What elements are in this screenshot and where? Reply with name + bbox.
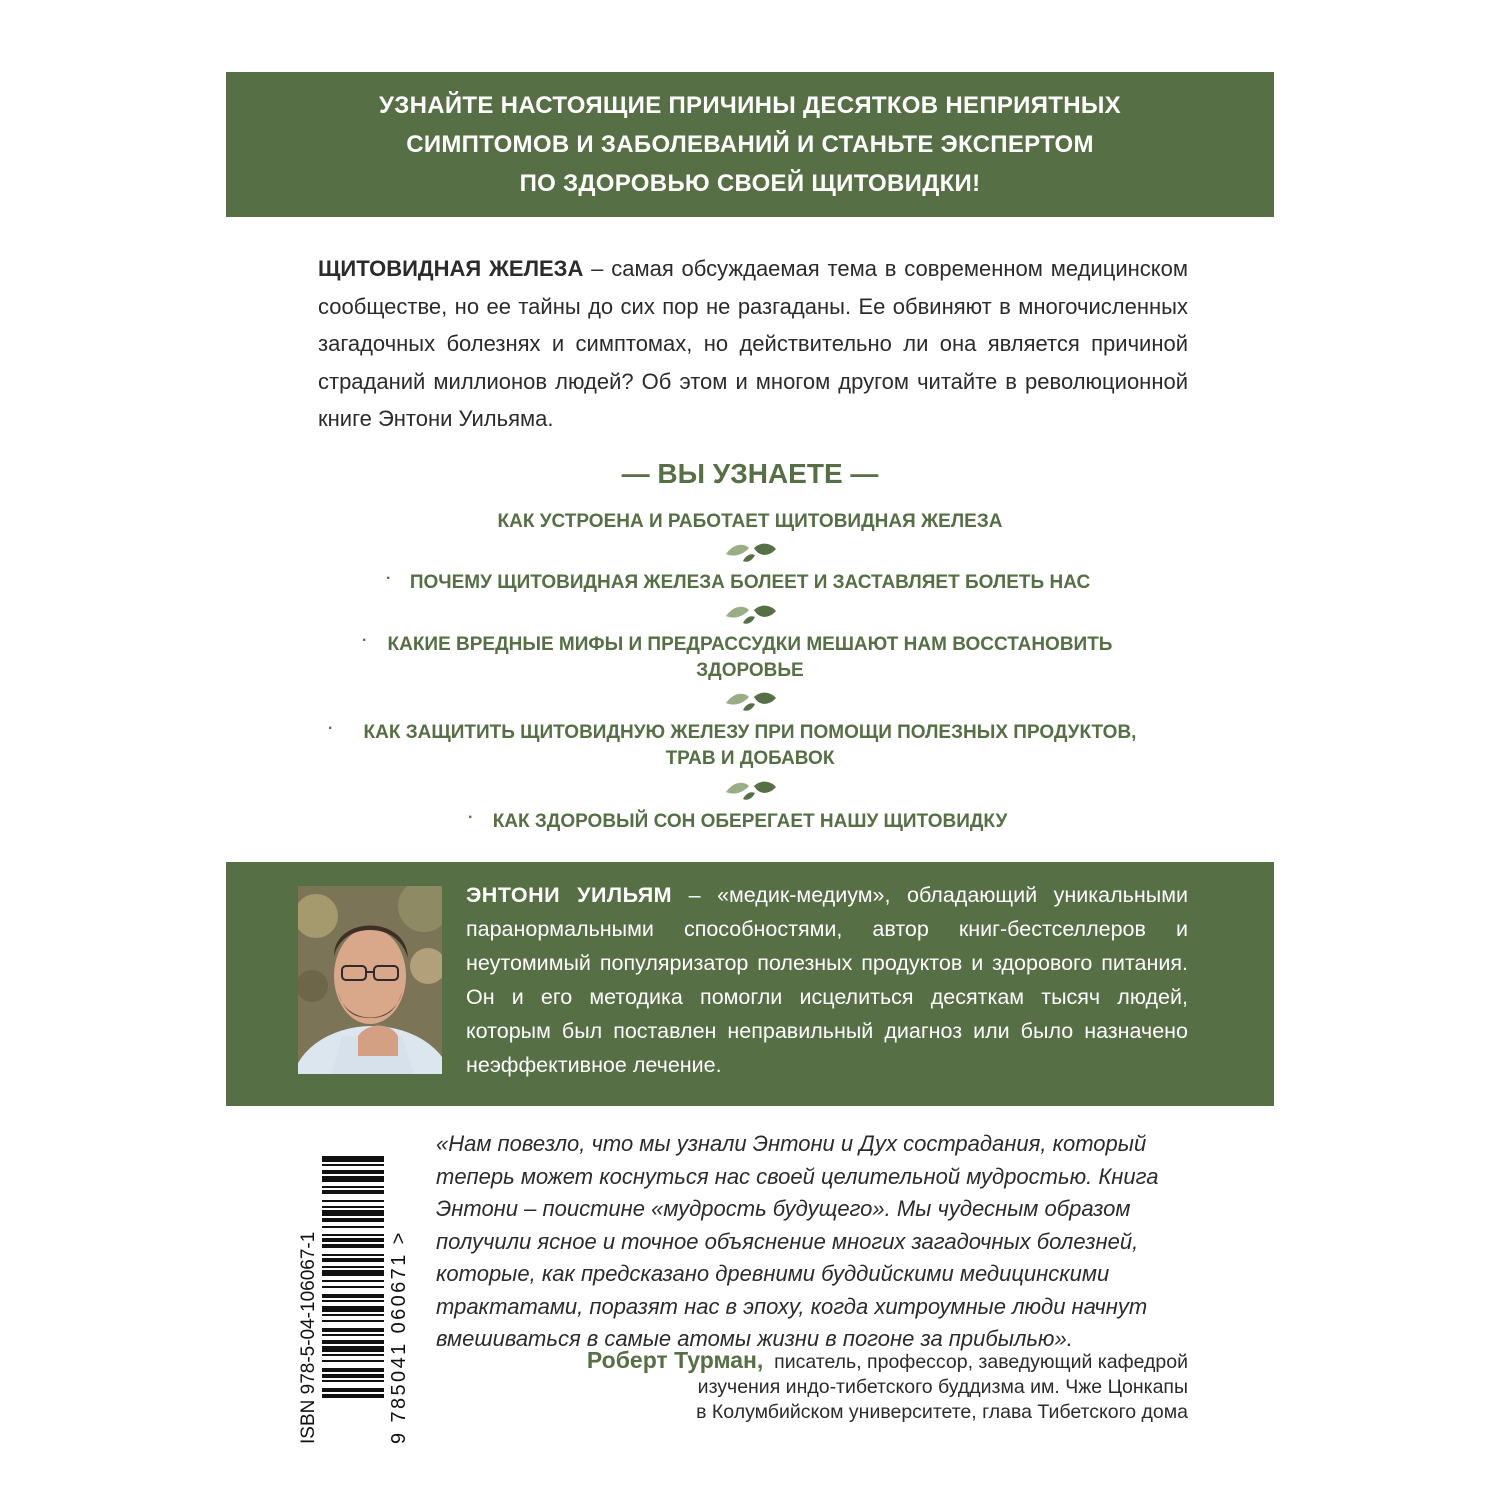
top-banner [226,72,1274,217]
barcode-bar [322,1226,384,1228]
barcode-bar [322,1218,384,1222]
learn-item [226,720,1274,772]
learn-item-line: ТРАВ И ДОБАВОК [665,748,835,769]
barcode-bar [322,1294,384,1298]
barcode-bar [322,1300,384,1302]
barcode-bar [322,1388,384,1392]
barcode-bar [322,1176,384,1182]
barcode-bar [322,1206,384,1208]
leaf-divider-icon [724,602,778,626]
learn-item [226,809,1274,835]
learn-item [226,509,1274,535]
barcode-bar [322,1340,384,1344]
leaf-divider-icon [724,689,778,713]
barcode-bar [322,1320,384,1322]
ean-text: 9 785041 060671 > [388,1230,410,1444]
banner-line: СИМПТОМОВ И ЗАБОЛЕВАНИЙ И СТАНЬТЕ ЭКСПЕРТОМ [406,131,1094,158]
barcode-bar [322,1186,384,1188]
barcode-bars-icon [322,1154,384,1444]
barcode-bar [322,1280,384,1282]
barcode-bar [322,1244,384,1248]
barcode-bar [322,1286,384,1288]
banner-line: ПО ЗДОРОВЬЮ СВОЕЙ ЩИТОВИДКИ! [519,170,981,197]
learn-item [226,632,1274,684]
barcode [298,1154,414,1444]
barcode-bar [322,1306,384,1312]
barcode-bar [322,1354,384,1356]
barcode-bar [322,1328,384,1332]
barcode-bar [322,1200,384,1202]
barcode-bar [322,1258,384,1262]
barcode-bar [322,1374,384,1378]
barcode-bar [322,1190,384,1194]
barcode-bar [322,1234,384,1236]
barcode-bar [322,1380,384,1382]
barcode-bar [322,1210,384,1216]
author-bio-text: – «медик-медиум», обладающий уникальными паранормальными способностями, автор книг-бестселлеров и неутомимый популяризатор полезных продуктов и здорового питания. Он и его методика помогли исцелиться десяткам тысяч людей, которым был поставлен неправильный диагноз или было назначено неэффективное лечение. [466,883,1188,1077]
barcode-bar [322,1314,384,1316]
author-name: ЭНТОНИ УИЛЬЯМ [466,883,673,907]
quote-author-title: изучения индо-тибетского буддизма им. Чже Цонкапы [697,1376,1188,1398]
author-photo [298,886,442,1074]
barcode-bar [322,1346,384,1352]
barcode-bar [322,1238,384,1242]
learn-item-line: ПОЧЕМУ ЩИТОВИДНАЯ ЖЕЛЕЗА БОЛЕЕТ И ЗАСТАВЛЯЕТ БОЛЕТЬ НАС [409,572,1091,593]
barcode-bar [322,1170,384,1174]
quote-author-title: в Колумбийском университете, глава Тибетского дома [696,1401,1188,1423]
barcode-bar [322,1368,384,1372]
author-bio [466,878,1188,1082]
intro-paragraph [318,250,1188,438]
intro-lead: ЩИТОВИДНАЯ ЖЕЛЕЗА [318,256,584,281]
author-band [226,862,1274,1106]
bullet-dot: · [468,809,474,826]
banner-line: УЗНАЙТЕ НАСТОЯЩИЕ ПРИЧИНЫ ДЕСЯТКОВ НЕПРИЯТНЫХ [379,92,1121,119]
author-portrait-icon [298,886,442,1074]
barcode-bar [322,1164,384,1166]
leaf-divider-icon [724,540,778,564]
bullet-dot: · [386,570,392,587]
quote-attribution [466,1348,1188,1425]
book-back-cover [226,72,1274,1452]
learn-item [226,570,1274,596]
quote-author-title: писатель, профессор, заведующий кафедрой [774,1351,1188,1373]
leaf-divider-icon [724,778,778,802]
barcode-bar [322,1266,384,1268]
learn-item-line: КАК ЗАЩИТИТЬ ЩИТОВИДНУЮ ЖЕЛЕЗУ ПРИ ПОМОЩИ ПОЛЕЗНЫХ ПРОДУКТОВ, [363,722,1137,743]
barcode-bar [322,1394,384,1398]
quote-author-name: Роберт Турман, [586,1347,764,1373]
learn-item-line: ЗДОРОВЬЕ [696,660,804,681]
barcode-bar [322,1360,384,1362]
barcode-bar [322,1156,384,1162]
bullet-dot: · [362,632,368,649]
barcode-bar [322,1270,384,1276]
learn-heading: — ВЫ УЗНАЕТЕ — [621,458,879,489]
intro-text: – самая обсуждаемая тема в современном медицинском сообществе, но ее тайны до сих пор не разгаданы. Ее обвиняют в многочисленных загадочных болезнях и симптомах, но действительно ли она является причиной страданий миллионов людей? Об этом и многом другом читайте в революционной книге Энтони Уильяма. [318,256,1188,431]
learn-item-line: КАК УСТРОЕНА И РАБОТАЕТ ЩИТОВИДНАЯ ЖЕЛЕЗА [497,511,1003,532]
barcode-bar [322,1254,384,1256]
barcode-bar [322,1334,384,1336]
testimonial-quote: «Нам повезло, что мы узнали Энтони и Дух сострадания, который теперь может коснуться нас своей целительной мудростью. Книга Энтони – поистине «мудрость будущего». Мы чудесным образом получили ясное и точное объяснение многих загадочных болезней, которые, как предсказано древними буддийскими медицинскими трактатами, поразят нас в эпоху, когда хитроумные люди начнут вмешиваться в самые атомы жизни в погоне за прибылью». [436,1131,1159,1351]
isbn-text: ISBN 978-5-04-106067-1 [298,1231,319,1444]
learn-item-line: КАК ЗДОРОВЫЙ СОН ОБЕРЕГАЕТ НАШУ ЩИТОВИДКУ [492,811,1008,832]
bullet-dot: · [328,720,334,737]
learn-item-line: КАКИЕ ВРЕДНЫЕ МИФЫ И ПРЕДРАССУДКИ МЕШАЮТ НАМ ВОССТАНОВИТЬ [387,634,1113,655]
